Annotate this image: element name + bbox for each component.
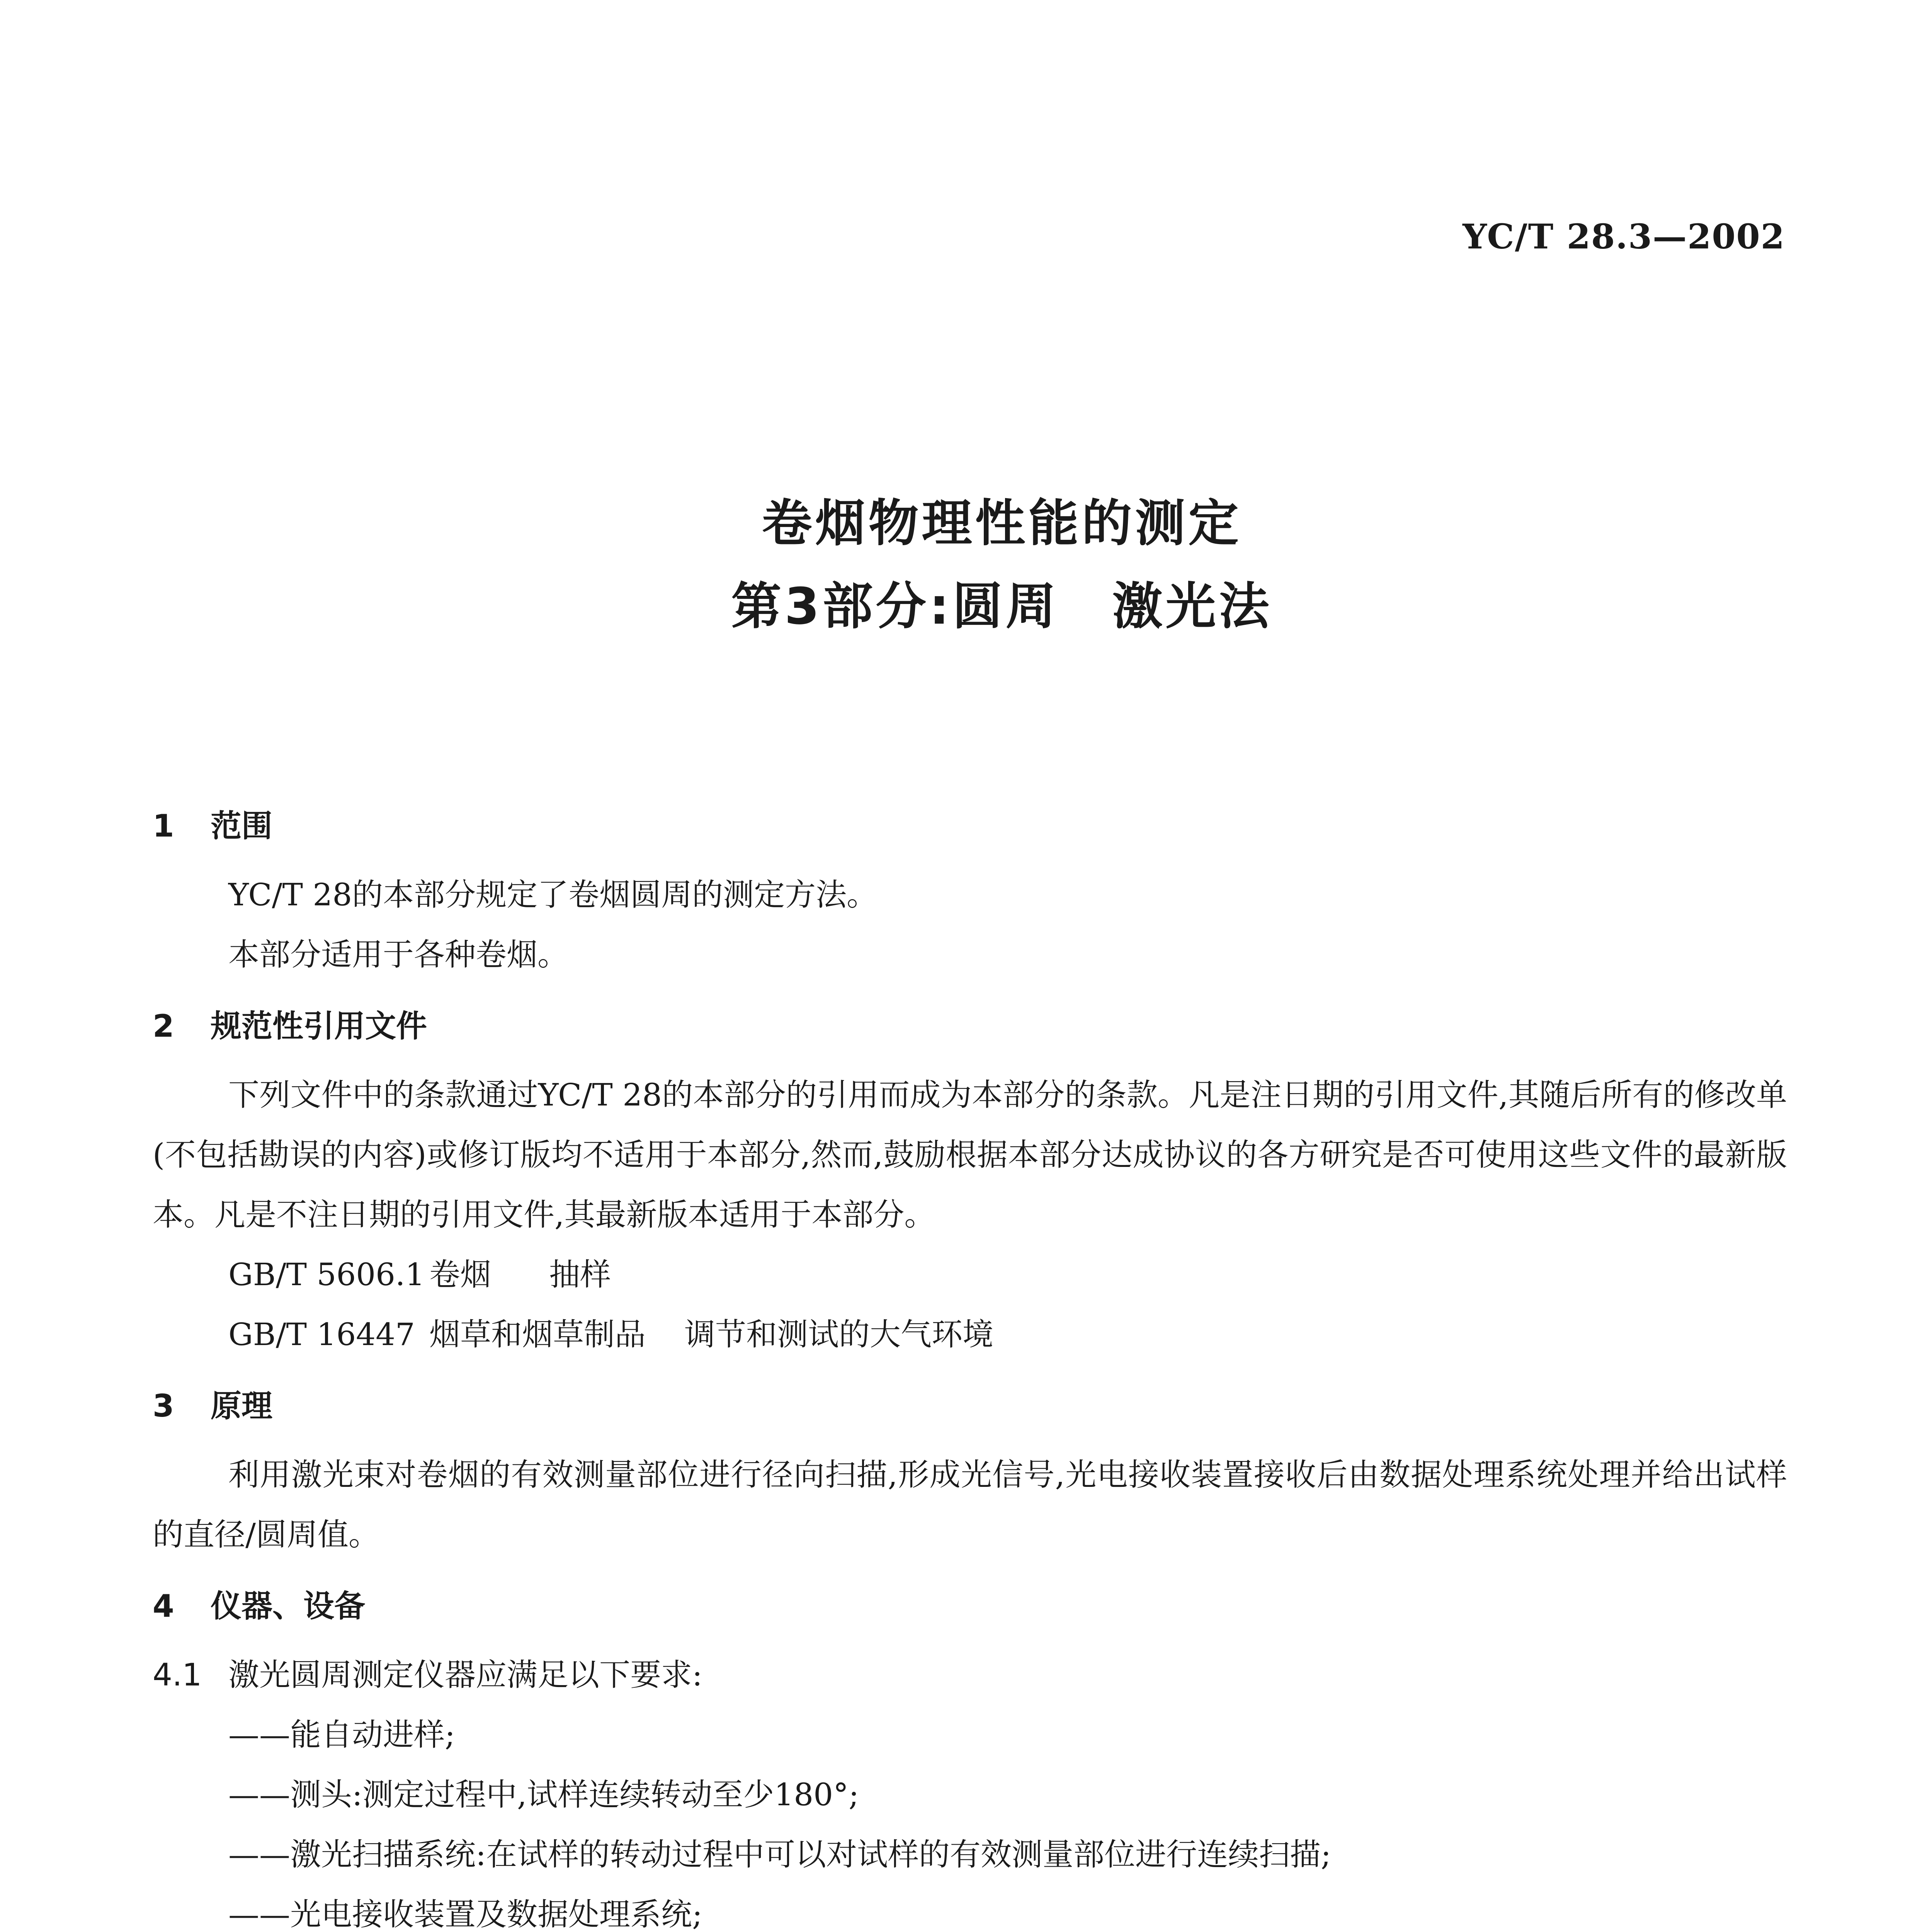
- document-subtitle: 第3部分:圆周 激光法: [731, 577, 1272, 636]
- paragraph: 本部分适用于各种卷烟。: [228, 937, 568, 973]
- reference-title-part: 卷烟: [429, 1257, 491, 1293]
- section-4-heading: [153, 1583, 1787, 1629]
- clause-text: 激光圆周测定仪器应满足以下要求:: [228, 1657, 702, 1693]
- list-item: ——激光扫描系统:在试样的转动过程中可以对试样的有效测量部位进行连续扫描;: [228, 1837, 1331, 1872]
- reference-title-part: 调节和测试的大气环境: [684, 1316, 993, 1352]
- reference-title-part: 抽样: [549, 1257, 611, 1293]
- clause-number: 4.1: [153, 1657, 202, 1693]
- document-title: 卷烟物理性能的测定: [762, 494, 1242, 553]
- standard-code: YC/T 28.3—2002: [1463, 216, 1785, 257]
- section-3-heading: [153, 1383, 1787, 1429]
- section-title: 原理: [211, 1388, 272, 1424]
- paragraph: 利用激光束对卷烟的有效测量部位进行径向扫描,形成光信号,光电接收装置接收后由数据处理系统处理并给出试样的直径/圆周值。: [153, 1457, 1787, 1553]
- section-1-heading: [153, 803, 1787, 849]
- reference-title-part: 烟草和烟草制品: [429, 1316, 646, 1352]
- reference-item: [153, 1245, 1787, 1304]
- section-title: 范围: [211, 808, 272, 844]
- reference-item: [153, 1304, 1787, 1364]
- section-title: 仪器、设备: [211, 1588, 365, 1624]
- section-number: 1: [153, 808, 174, 844]
- section-title: 规范性引用文件: [211, 1008, 427, 1044]
- section-number: 3: [153, 1388, 174, 1424]
- reference-code: GB/T 16447: [228, 1316, 415, 1352]
- paragraph: 下列文件中的条款通过YC/T 28的本部分的引用而成为本部分的条款。凡是注日期的引用文件,其随后所有的修改单(不包括勘误的内容)或修订版均不适用于本部分,然而,鼓励根据本部分达成协议的各方研究是否可使用这些文件的最新版本。凡是不注日期的引用文件,其最新版本适用于本部分。: [153, 1077, 1787, 1233]
- section-2-heading: [153, 1003, 1787, 1049]
- clause-4-1: [153, 1645, 1787, 1705]
- section-number: 2: [153, 1008, 174, 1044]
- reference-code: GB/T 5606.1: [228, 1257, 425, 1293]
- paragraph: YC/T 28的本部分规定了卷烟圆周的测定方法。: [228, 877, 878, 913]
- section-number: 4: [153, 1588, 174, 1624]
- list-item: ——光电接收装置及数据处理系统;: [228, 1896, 702, 1932]
- document-body: [153, 784, 1787, 1932]
- list-item: ——能自动进样;: [228, 1717, 455, 1753]
- list-item: ——测头:测定过程中,试样连续转动至少180°;: [228, 1777, 859, 1813]
